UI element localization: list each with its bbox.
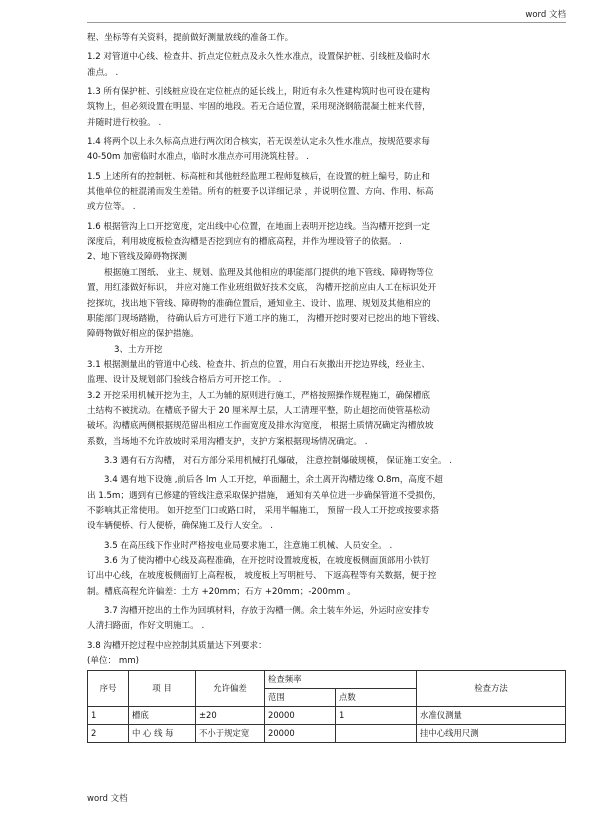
text-line: 3.8 沟槽开挖过程中应控制其质量达下列要求： xyxy=(87,640,267,651)
text-line: 1.4 将两个以上永久标高点进行两次闭合核实，若无误差认定永久性水准点，按规范要求每 xyxy=(87,137,430,148)
cell-tolerance: 不小于规定宽 xyxy=(196,725,265,743)
text-line: 1.2 对管道中心线、检查井、折点定位桩点及永久性水准点，设置保护桩、引线桩及临时水 xyxy=(87,52,430,63)
page-header: word 文档 xyxy=(525,10,566,20)
header-points: 点数 xyxy=(336,689,417,707)
text-line: 40-50m 加密临时水准点，临时水准点亦可用浇筑柱替。 . xyxy=(87,152,310,163)
table-row xyxy=(88,707,566,725)
cell-tolerance: ±20 xyxy=(196,707,265,725)
document-body xyxy=(87,31,566,743)
header-tolerance: 允许偏差 xyxy=(196,671,265,707)
table-row xyxy=(88,725,566,743)
section-heading: 2、地下管线及障碍物探测 xyxy=(87,252,187,263)
text-line: 置，用红漆做好标识， 并应对施工作业班组做好技术交底， 沟槽开挖前应由人工在标识处开 xyxy=(87,283,437,294)
text-line: 不影响其正常使用。 如开挖至门口或路口时， 采用半幅施工， 预留一段人工开挖或按要求搭 xyxy=(87,505,439,516)
text-line: 3.5 在高压线下作业时严格按电业局要求施工，注意施工机械、人员安全。 . xyxy=(104,540,393,551)
page-footer: word 文档 xyxy=(87,794,128,804)
text-line: 3.2 开挖采用机械开挖为主，人工为辅的原则进行施工，严格按照操作规程施工，确保槽底 xyxy=(87,390,430,401)
header-item: 项 目 xyxy=(129,671,196,707)
header-no: 序号 xyxy=(88,671,129,707)
cell-no: 2 xyxy=(88,725,129,743)
cell-range: 20000 xyxy=(265,707,336,725)
text-line: 筑物上，但必须设置在明显、牢固的地段。若无合适位置，采用现浇钢筋混凝土桩来代替， xyxy=(87,102,431,113)
cell-points xyxy=(336,725,417,743)
text-line: 土结构不被扰动。在槽底予留大于 20 厘米厚土层，人工清理平整，防止超挖而使管基松动 xyxy=(87,405,430,416)
cell-range: 20000 xyxy=(265,725,336,743)
cell-points: 1 xyxy=(336,707,417,725)
cell-no: 1 xyxy=(88,707,129,725)
text-line: 深度后，利用坡度板检查沟槽是否挖到应有的槽底高程，并作为埋设管子的依据。 . xyxy=(87,237,402,248)
text-line: 人清扫路面，作好文明施工。 . xyxy=(87,621,205,632)
text-line: 设车辆便桥、行人便桥，确保施工及行人安全。 . xyxy=(87,521,273,532)
text-line: 1.5 上述所有的控制桩、标高桩和其他桩经监理工程师复核后，在设置的桩上编号，防止和 xyxy=(87,171,430,182)
header-freq: 检查频率 xyxy=(265,671,417,689)
cell-method: 水准仪测量 xyxy=(417,707,566,725)
text-line: 障碍物做好相应的保护措施。 xyxy=(87,329,199,340)
text-line: 并随时进行校验。 . xyxy=(87,117,162,128)
header-range: 范围 xyxy=(265,689,336,707)
text-line: 1.3 所有保护桩、引线桩应设在定位桩点的延长线上，附近有永久性建构筑时也可设在建构 xyxy=(87,87,430,98)
text-line: 程、坐标等有关资料，提前做好测量放线的准备工作。 xyxy=(87,33,294,43)
text-line: 1.6 根据管沟上口开挖宽度，定出线中心位置，在地面上表明开挖边线。当沟槽开挖到一定 xyxy=(87,221,430,232)
text-line: 职能部门现场踏勘， 待确认后方可进行下道工序的施工， 沟槽开挖时要对已挖出的地下管线、 xyxy=(87,313,445,324)
quality-table xyxy=(87,670,566,743)
text-line: 其他单位的桩混淆而发生差错。所有的桩要予以详细记录 ，并说明位置、方向、作用、标高 xyxy=(87,187,434,198)
text-line: 制。槽底高程允许偏差：土方 +20mm；石方 +20mm；-200mm 。 xyxy=(87,586,356,597)
cell-method: 挂中心线用尺测 xyxy=(417,725,566,743)
text-line: 3.3 遇有石方沟槽， 对石方部分采用机械打孔爆破， 注意控制爆破规模， 保证施工安全。 . xyxy=(104,455,453,466)
text-line: 准点。 . xyxy=(87,67,119,78)
text-line: 3.4 遇有地下设施 ,前后各 lm 人工开挖，单面翻土，余土离开沟槽边缘 O.8m，高度不超 xyxy=(104,475,443,486)
text-line: 系数，当场地不允许放坡时采用沟槽支护，支护方案根据现场情况确定。 . xyxy=(87,436,368,447)
text-line: 破坏。沟槽底两侧根据规范留出相应工作面宽度及排水沟宽度， 根据土质情况确定沟槽放坡 xyxy=(87,421,434,432)
header-method: 检查方法 xyxy=(417,671,566,707)
text-line: 3.1 根据测量出的管道中心线、检查井、折点的位置，用白石灰撒出开挖边界线，经业主、 xyxy=(87,359,430,370)
text-line: 监理、设计及规划部门验线合格后方可开挖工作。 . xyxy=(87,375,282,386)
cell-item: 槽底 xyxy=(129,707,196,725)
header-rule xyxy=(87,22,566,23)
unit-note: (单位： mm) xyxy=(87,656,139,667)
text-line: 根据施工图纸、 业主、规划、监理及其他相应的职能部门提供的地下管线、障碍物等位 xyxy=(104,267,434,278)
cell-item: 中 心 线 每 xyxy=(129,725,196,743)
text-line: 订出中心线，在坡度板侧面钉上高程板， 坡度板上写明桩号、 下返高程等有关数据，便于控 xyxy=(87,571,437,582)
section-heading: 3、土方开挖 xyxy=(114,344,163,355)
text-line: 出 1.5m；遇到有已修建的管线注意采取保护措施， 通知有关单位进一步确保管道不受损伤， xyxy=(87,490,442,501)
text-line: 挖探坑，找出地下管线、障碍物的准确位置后，通知业主、设计、监理、规划及其他相应的 xyxy=(87,298,431,309)
text-line: 或方位等。 . xyxy=(87,202,136,213)
text-line: 3.6 为了使沟槽中心线及高程准确，在开挖时设置坡度板，在坡度板侧面顶部用小铁钉 xyxy=(104,556,430,566)
text-line: 3.7 沟槽开挖出的土作为回填材料，存放于沟槽一侧。余土装车外运，外运时应安排专 xyxy=(104,606,430,617)
